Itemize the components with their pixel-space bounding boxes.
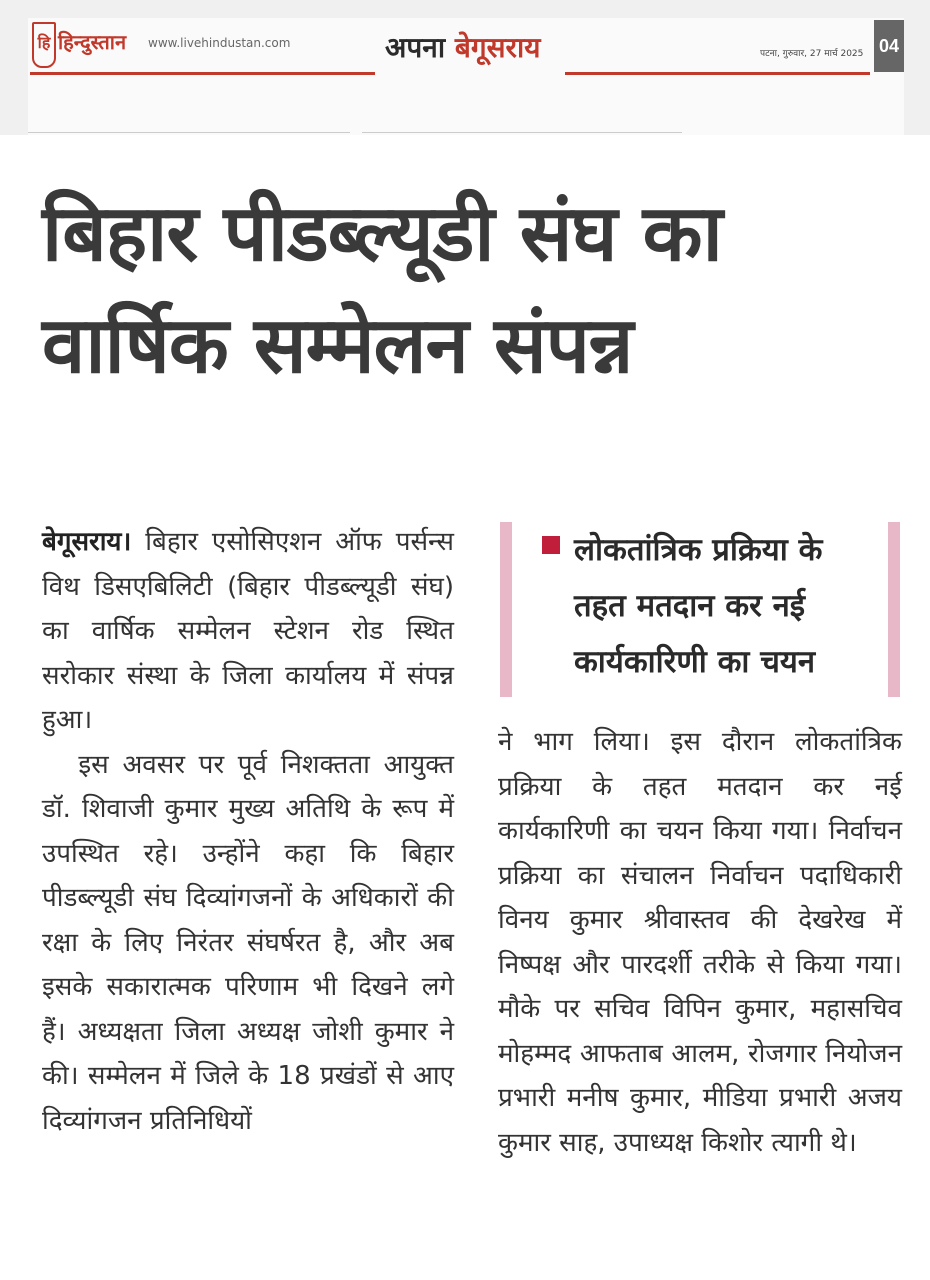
section-prefix: अपना bbox=[385, 31, 446, 64]
headline-line-2: वार्षिक सम्मेलन संपन्न bbox=[42, 301, 633, 391]
section-title bbox=[385, 28, 540, 66]
site-url: www.livehindustan.com bbox=[148, 36, 291, 50]
paragraph-1-text: बिहार एसोसिएशन ऑफ पर्सन्स विथ डिसएबिलिटी (बिहार पीडब्ल्यूडी संघ) का वार्षिक सम्मेलन स्टेशन रोड स्थित सरोकार संस्था के जिला कार्यालय में संपन्न हुआ। bbox=[42, 527, 454, 735]
article-column-left bbox=[42, 520, 454, 1143]
dateline-city: बेगूसराय। bbox=[42, 527, 132, 557]
masthead-title: हिन्दुस्तान bbox=[58, 30, 127, 54]
pull-quote-bullet-icon bbox=[542, 536, 560, 554]
article-headline bbox=[42, 178, 902, 402]
pull-quote-text: लोकतांत्रिक प्रक्रिया के तहत मतदान कर नई कार्यकारिणी का चयन bbox=[574, 532, 823, 680]
section-city: बेगूसराय bbox=[454, 31, 541, 64]
pull-quote bbox=[500, 522, 900, 697]
paragraph-3: ने भाग लिया। इस दौरान लोकतांत्रिक प्रक्रिया के तहत मतदान कर नई कार्यकारिणी का चयन किया गया। निर्वाचन प्रक्रिया का संचालन निर्वाचन पदाधिकारी विनय कुमार श्रीवास्तव की देखरेख में निष्पक्ष और पारदर्शी तरीके से किया गया। मौके पर सचिव विपिन कुमार, महासचिव मोहम्मद आफताब आलम, रोजगार नियोजन प्रभारी मनीष कुमार, मीडिया प्रभारी अजय कुमार साह, उपाध्यक्ष किशोर त्यागी थे। bbox=[498, 727, 902, 1158]
paragraph-2: इस अवसर पर पूर्व निशक्तता आयुक्त डॉ. शिवाजी कुमार मुख्य अतिथि के रूप में उपस्थित रहे। उन्होंने कहा कि बिहार पीडब्ल्यूडी संघ दिव्यांगजनों के अधिकारों की रक्षा के लिए निरंतर संघर्षरत है, और अब इसके सकारात्मक परिणाम भी दिखने लगे हैं। अध्यक्षता जिला अध्यक्ष जोशी कुमार ने की। सम्मेलन में जिले के 18 प्रखंडों से आए दिव्यांगजन प्रतिनिधियों bbox=[42, 749, 454, 1136]
header-rule-left bbox=[30, 72, 375, 75]
paragraph-1 bbox=[42, 520, 454, 743]
header-rule-right bbox=[565, 72, 870, 75]
column-rule bbox=[362, 132, 682, 133]
column-rule bbox=[28, 132, 350, 133]
issue-dateline: पटना, गुरुवार, 27 मार्च 2025 bbox=[760, 49, 864, 59]
article-column-right bbox=[498, 720, 902, 1165]
headline-line-1: बिहार पीडब्ल्यूडी संघ का bbox=[42, 189, 722, 279]
page-number: 04 bbox=[874, 20, 904, 72]
hindustan-logo-icon: हि bbox=[32, 22, 56, 68]
